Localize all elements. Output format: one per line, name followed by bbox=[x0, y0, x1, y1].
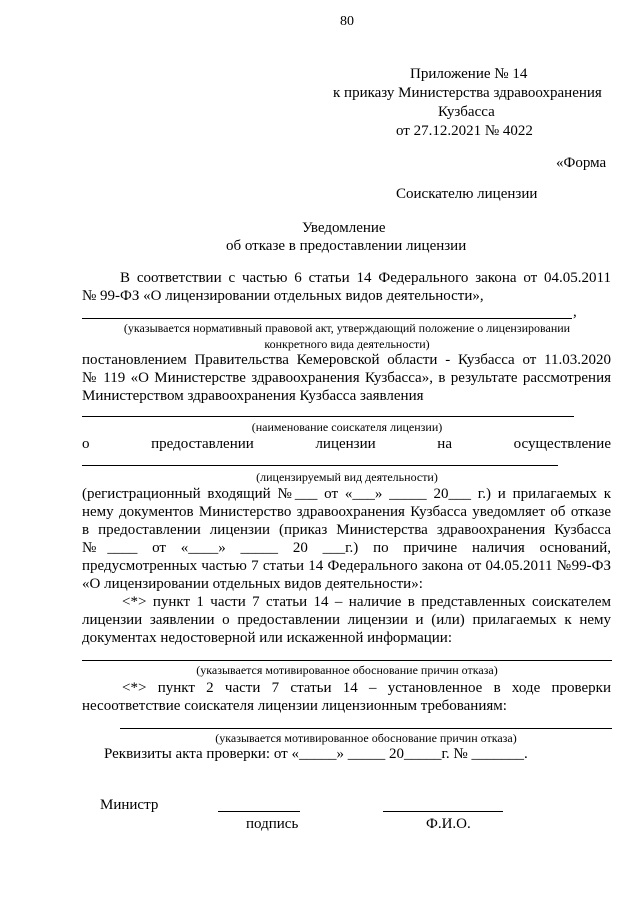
appendix-line-2: к приказу Министерства здравоохранения bbox=[333, 85, 602, 101]
item1-line-3: документах недостоверной или искаженной информации: bbox=[82, 630, 452, 646]
addressee: Соискателю лицензии bbox=[396, 186, 538, 202]
page-number: 80 bbox=[340, 14, 354, 29]
para4-line-3: в предоставлении лицензии (приказ Министерства здравоохранения Кузбасса bbox=[82, 522, 611, 538]
minister-label: Министр bbox=[100, 797, 159, 813]
item2-line-2: несоответствие соискателя лицензии лицензионным требованиям: bbox=[82, 698, 507, 714]
para4-line-6: «О лицензировании отдельных видов деятельности»: bbox=[82, 576, 423, 592]
para4-line-4: №____ от «____» _____ 20 ___г.) по причине наличия оснований, bbox=[82, 540, 611, 556]
hint-reason-1: (указывается мотивированное обоснование причин отказа) bbox=[196, 663, 498, 677]
appendix-line-1: Приложение № 14 bbox=[410, 66, 528, 82]
signature-line bbox=[218, 811, 300, 812]
para3-word-4: на bbox=[437, 436, 452, 452]
para4-line-2: нему документов Министерство здравоохранения Кузбасса уведомляет об отказе bbox=[82, 504, 611, 520]
para2-line-3: Министерством здравоохранения Кузбасса заявления bbox=[82, 388, 424, 404]
hint-reason-2: (указывается мотивированное обоснование причин отказа) bbox=[215, 731, 517, 745]
item1-line-1: <*> пункт 1 части 7 статьи 14 – наличие в представленных соискателем bbox=[122, 594, 611, 610]
item1-line-2: лицензии заявлении о предоставлении лицензии и (или) прилагаемых к нему bbox=[82, 612, 611, 628]
para3-word-1: о bbox=[82, 436, 90, 452]
hint-activity: (лицензируемый вид деятельности) bbox=[256, 470, 438, 484]
appendix-line-3: Кузбасса bbox=[438, 104, 495, 120]
para2-line-1: постановлением Правительства Кемеровской области - Кузбасса от 11.03.2020 bbox=[82, 352, 611, 368]
para3-word-5: осуществление bbox=[513, 436, 611, 452]
blank-line-applicant bbox=[82, 416, 574, 417]
blank-line-activity bbox=[82, 465, 558, 466]
blank-line-reason-1 bbox=[82, 660, 612, 661]
para1-line-1: В соответствии с частью 6 статьи 14 Федерального закона от 04.05.2011 bbox=[120, 270, 611, 286]
inspection-act-details: Реквизиты акта проверки: от «_____» _____ 20_____г. № _______. bbox=[104, 746, 528, 762]
para4-line-1: (регистрационный входящий №___ от «___» _____ 20___ г.) и прилагаемых к bbox=[82, 486, 611, 502]
form-label: «Форма bbox=[556, 155, 607, 171]
para1-line-2: № 99-ФЗ «О лицензировании отдельных видов деятельности», bbox=[82, 288, 484, 304]
blank-line-comma: , bbox=[573, 304, 577, 320]
para2-line-2: № 119 «О Министерстве здравоохранения Кузбасса», в результате рассмотрения bbox=[82, 370, 611, 386]
hint-legal-act-line-1: (указывается нормативный правовой акт, утверждающий положение о лицензировании bbox=[123, 321, 571, 335]
signature-label: подпись bbox=[246, 816, 299, 832]
para3-word-3: лицензии bbox=[315, 436, 376, 452]
para3-word-2: предоставлении bbox=[151, 436, 254, 452]
para4-line-5: предусмотренных частью 7 статьи 14 Федерального закона от 04.05.2011 №99-ФЗ bbox=[82, 558, 611, 574]
name-label: Ф.И.О. bbox=[426, 816, 471, 832]
para3-line bbox=[82, 436, 611, 453]
appendix-line-4: от 27.12.2021 № 4022 bbox=[396, 123, 533, 139]
blank-line-legal-act bbox=[82, 318, 572, 319]
document-title-line-2: об отказе в предоставлении лицензии bbox=[226, 238, 467, 254]
name-line bbox=[383, 811, 503, 812]
document-title-line-1: Уведомление bbox=[302, 220, 386, 236]
item2-line-1: <*> пункт 2 части 7 статьи 14 – установленное в ходе проверки bbox=[122, 680, 611, 696]
blank-line-reason-2 bbox=[120, 728, 612, 729]
hint-legal-act-line-2: конкретного вида деятельности) bbox=[264, 337, 430, 351]
hint-applicant: (наименование соискателя лицензии) bbox=[251, 420, 443, 434]
